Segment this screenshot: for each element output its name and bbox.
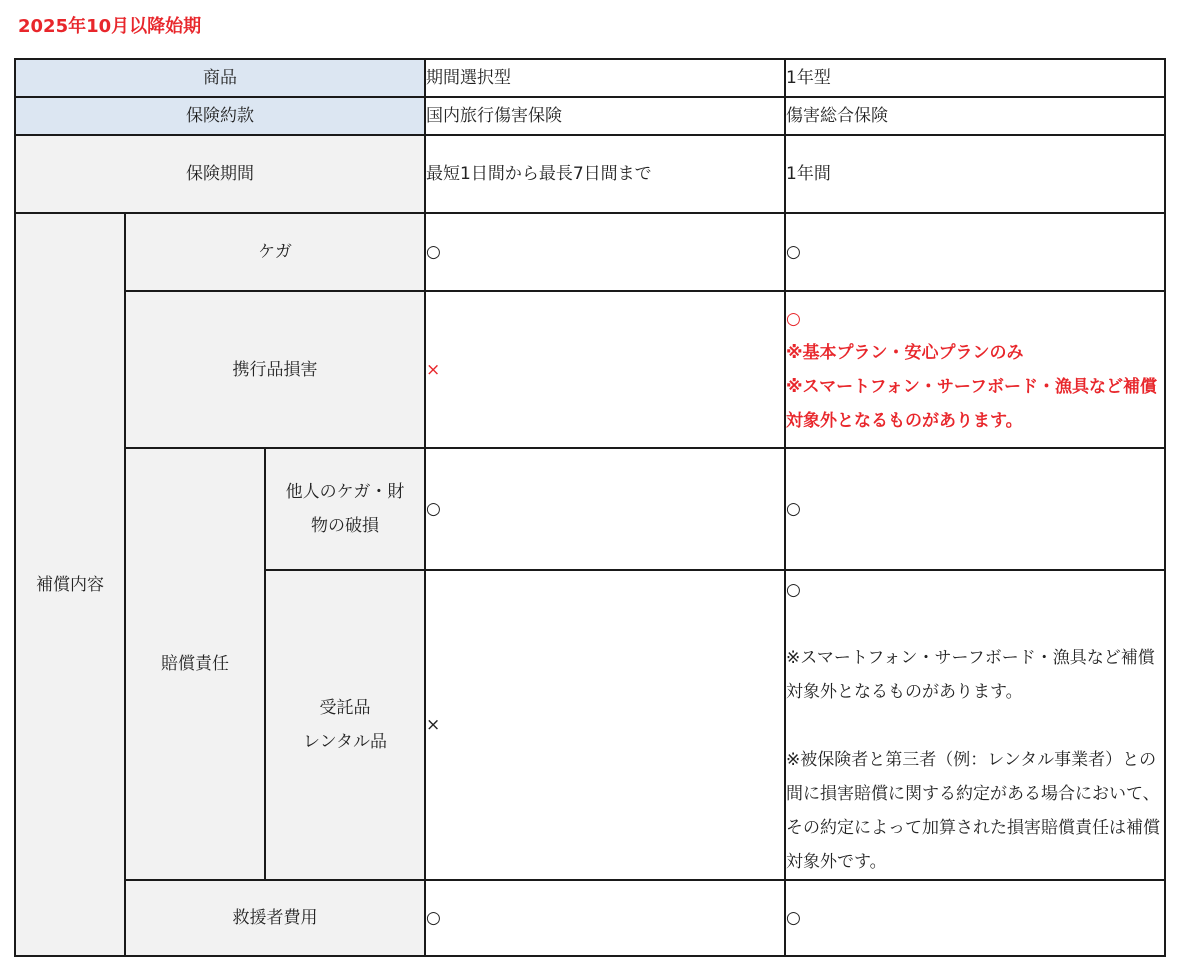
period-a: 最短1日間から最長7日間まで [425, 135, 785, 213]
belongings-label: 携行品損害 [125, 291, 425, 448]
liability-label: 賠償責任 [125, 448, 265, 880]
period-label: 保険期間 [15, 135, 425, 213]
policy-row [15, 97, 1165, 135]
liability-others-a: ○ [425, 448, 785, 570]
liability-others-label [265, 448, 425, 570]
policy-label: 保険約款 [15, 97, 425, 135]
injury-label: ケガ [125, 213, 425, 291]
liability-others-label-line1: 他人のケガ・財 [285, 482, 405, 502]
coverage-label: 補償内容 [15, 213, 125, 956]
injury-row [15, 213, 1165, 291]
belongings-a: × [425, 291, 785, 448]
belongings-row [15, 291, 1165, 448]
belongings-b-note-excluded: ※スマートフォン・サーフボード・漁具など補償対象外となるものがあります。 [786, 376, 1157, 431]
product-a-name: 期間選択型 [425, 59, 785, 97]
liability-others-row [15, 448, 1165, 570]
period-b: 1年間 [785, 135, 1165, 213]
liability-entrusted-b-note-contract: ※被保険者と第三者（例：レンタル事業者）との間に損害賠償に関する約定がある場合において、その約定によって加算された損害賠償責任は補償対象外です。 [786, 750, 1160, 872]
liability-others-b: ○ [785, 448, 1165, 570]
policy-a-name: 国内旅行傷害保険 [425, 97, 785, 135]
liability-entrusted-b-note-excluded: ※スマートフォン・サーフボード・漁具など補償対象外となるものがあります。 [786, 648, 1155, 702]
injury-b: ○ [785, 213, 1165, 291]
liability-entrusted-label-line2: レンタル品 [303, 732, 387, 752]
liability-others-label-line2: 物の破損 [311, 516, 379, 536]
liability-entrusted-a: × [425, 570, 785, 880]
liability-entrusted-b [785, 570, 1165, 880]
product-row [15, 59, 1165, 97]
rescue-a: ○ [425, 880, 785, 956]
liability-entrusted-b-mark: ○ [786, 580, 801, 600]
page-heading: 2025年10月以降始期 [18, 16, 202, 37]
product-b-name: 1年型 [785, 59, 1165, 97]
belongings-b-mark: ○ [786, 308, 801, 329]
rescue-b: ○ [785, 880, 1165, 956]
liability-entrusted-label-line1: 受託品 [319, 698, 371, 718]
comparison-table [14, 58, 1166, 957]
product-label: 商品 [15, 59, 425, 97]
liability-entrusted-label [265, 570, 425, 880]
belongings-b-note-plan: ※基本プラン・安心プランのみ [786, 342, 1024, 363]
policy-b-name: 傷害総合保険 [785, 97, 1165, 135]
belongings-b [785, 291, 1165, 448]
period-row [15, 135, 1165, 213]
rescue-label: 救援者費用 [125, 880, 425, 956]
injury-a: ○ [425, 213, 785, 291]
rescue-row [15, 880, 1165, 956]
